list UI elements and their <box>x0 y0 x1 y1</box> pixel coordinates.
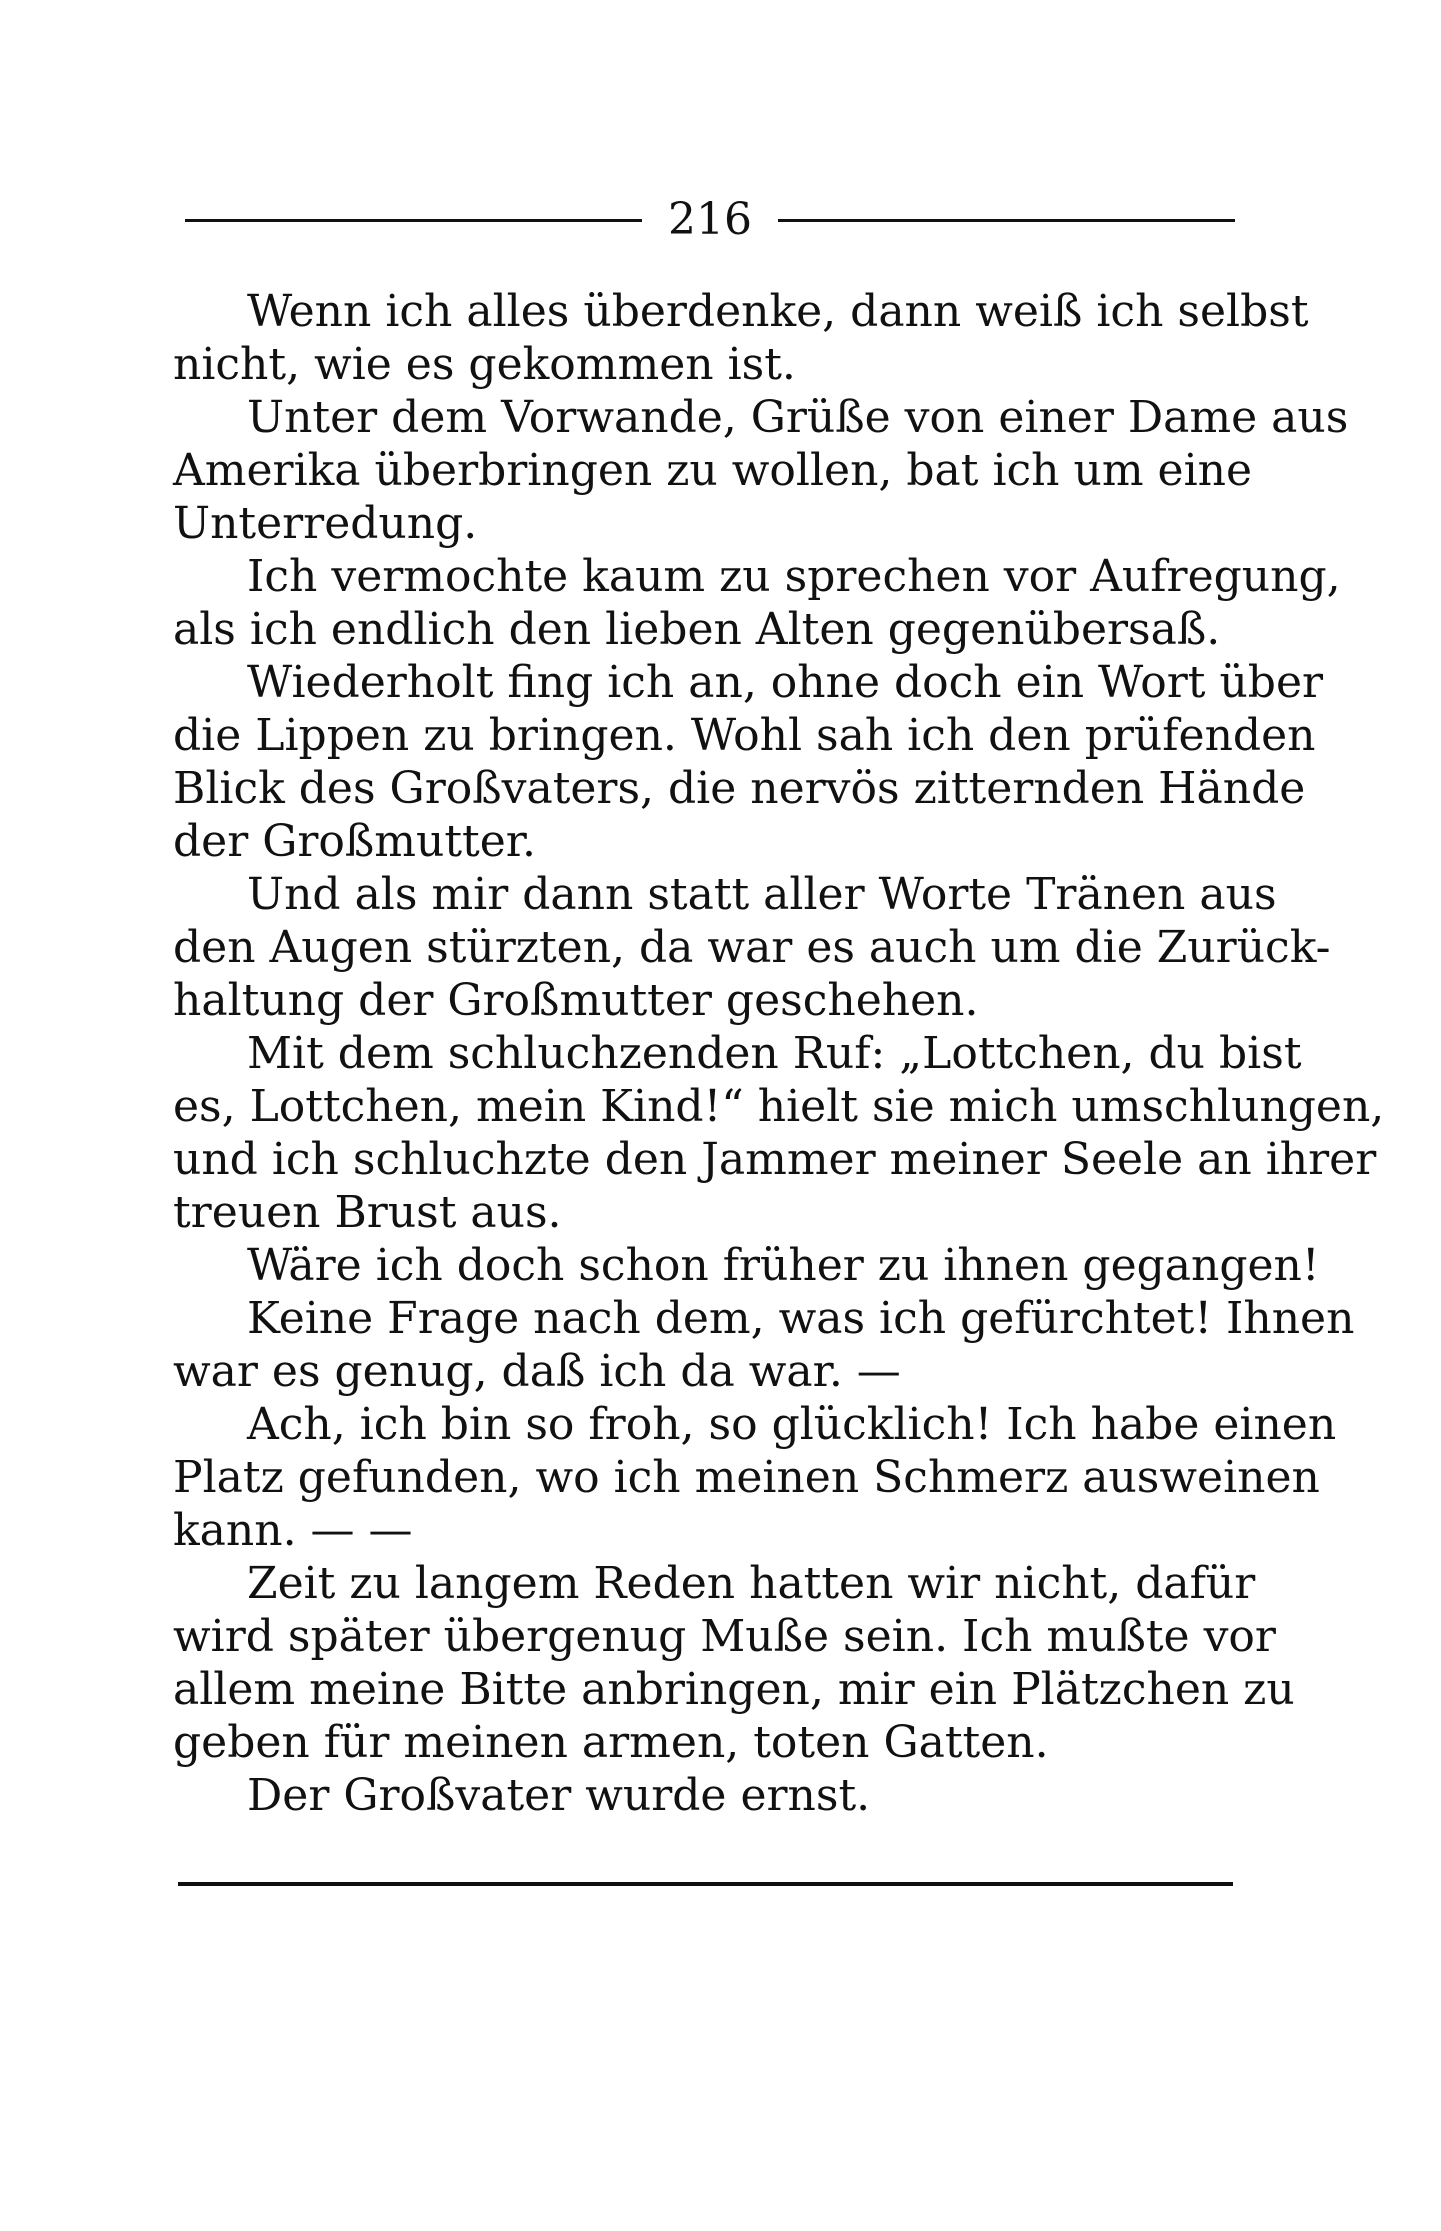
footer-rule <box>178 1882 1233 1886</box>
text-line: wird später übergenug Muße sein. Ich mußte vor <box>173 1611 1276 1662</box>
header-rule-right <box>778 219 1235 222</box>
text-line: die Lippen zu bringen. Wohl sah ich den prüfenden <box>173 710 1316 761</box>
body-text <box>173 285 1385 1822</box>
text-line: und ich schluchzte den Jammer meiner Seele an ihrer <box>173 1134 1377 1185</box>
text-line: es, Lottchen, mein Kind!“ hielt sie mich umschlungen, <box>173 1081 1385 1132</box>
text-line: Und als mir dann statt aller Worte Tränen aus <box>247 869 1277 920</box>
text-line: haltung der Großmutter geschehen. <box>173 975 979 1026</box>
text-line: Wenn ich alles überdenke, dann weiß ich selbst <box>247 286 1309 337</box>
text-line: treuen Brust aus. <box>173 1187 562 1238</box>
text-line: Unterredung. <box>173 498 478 549</box>
text-line: Wäre ich doch schon früher zu ihnen gegangen! <box>247 1240 1320 1291</box>
text-line: Ach, ich bin so froh, so glücklich! Ich habe einen <box>247 1399 1337 1450</box>
text-line: Unter dem Vorwande, Grüße von einer Dame aus <box>247 392 1349 443</box>
text-line: Keine Frage nach dem, was ich gefürchtet! Ihnen <box>247 1293 1355 1344</box>
text-line: Blick des Großvaters, die nervös zitternden Hände <box>173 763 1306 814</box>
text-line: Ich vermochte kaum zu sprechen vor Aufregung, <box>247 551 1341 602</box>
text-line: kann. — — <box>173 1505 413 1556</box>
text-line: der Großmutter. <box>173 816 536 867</box>
text-line: Mit dem schluchzenden Ruf: „Lottchen, du bist <box>247 1028 1302 1079</box>
text-line: Der Großvater wurde ernst. <box>247 1770 871 1821</box>
text-line: war es genug, daß ich da war. — <box>173 1346 901 1397</box>
text-line: nicht, wie es gekommen ist. <box>173 339 796 390</box>
text-line: Amerika überbringen zu wollen, bat ich um eine <box>173 445 1253 496</box>
text-line: als ich endlich den lieben Alten gegenübersaß. <box>173 604 1221 655</box>
text-line: Platz gefunden, wo ich meinen Schmerz ausweinen <box>173 1452 1320 1503</box>
page-header <box>185 190 1235 250</box>
page-number: 216 <box>668 194 752 245</box>
header-rule-left <box>185 219 642 222</box>
text-line: Wiederholt fing ich an, ohne doch ein Wort über <box>247 657 1324 708</box>
text-line: den Augen stürzten, da war es auch um die Zurück- <box>173 922 1331 973</box>
text-line: allem meine Bitte anbringen, mir ein Plätzchen zu <box>173 1664 1295 1715</box>
text-line: Zeit zu langem Reden hatten wir nicht, dafür <box>247 1558 1256 1609</box>
text-line: geben für meinen armen, toten Gatten. <box>173 1717 1049 1768</box>
